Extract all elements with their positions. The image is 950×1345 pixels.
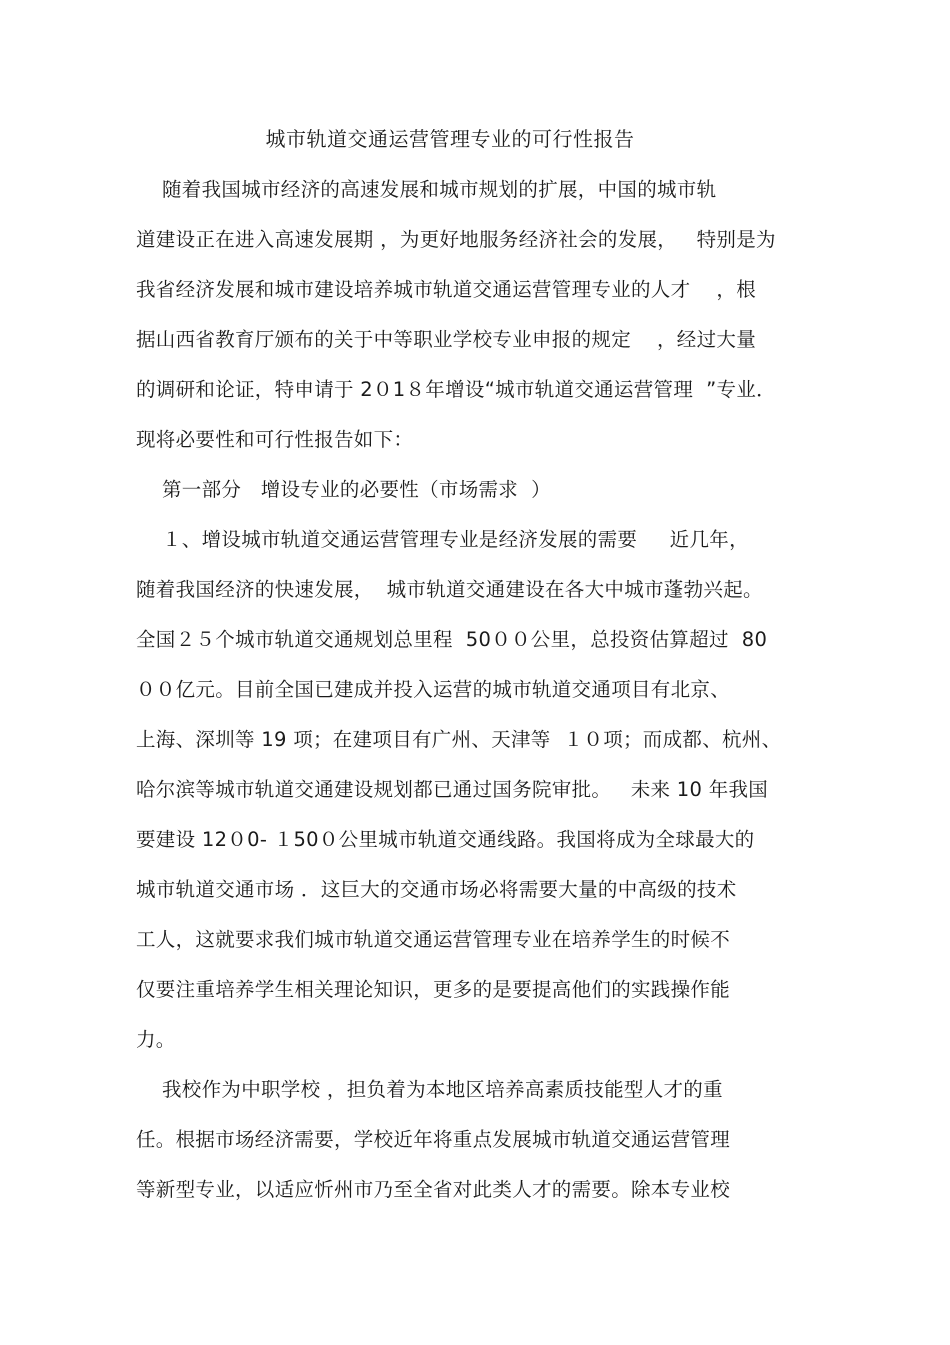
paragraph-line: 随着我国城市经济的高速发展和城市规划的扩展，中国的城市轨 [136, 178, 717, 201]
paragraph-line: 力。 [136, 1028, 176, 1051]
paragraph-line: 随着我国经济的快速发展， 城市轨道交通建设在各大中城市蓬勃兴起。 [136, 578, 763, 601]
paragraph-line: 哈尔滨等城市轨道交通建设规划都已通过国务院审批。 未来 10 年我国 [136, 778, 769, 801]
paragraph-line: 任。根据市场经济需要，学校近年将重点发展城市轨道交通运营管理 [136, 1128, 731, 1151]
paragraph-line: 城市轨道交通市场 ．这巨大的交通市场必将需要大量的中高级的技术 [136, 878, 737, 901]
paragraph-line: １、增设城市轨道交通运营管理专业是经济发展的需要 近几年， [136, 528, 749, 551]
paragraph-line: 工人，这就要求我们城市轨道交通运营管理专业在培养学生的时候不 [136, 928, 731, 951]
paragraph-line: 要建设 12０0- １50０公里城市轨道交通线路。我国将成为全球最大的 [136, 828, 755, 851]
paragraph-line: 我省经济发展和城市建设培养城市轨道交通运营管理专业的人才 ，根 [136, 278, 756, 301]
paragraph-line: 据山西省教育厅颁布的关于中等职业学校专业申报的规定 ，经过大量 [136, 328, 756, 351]
section-heading: 第一部分 增设专业的必要性（市场需求 ） [136, 478, 551, 501]
paragraph-line: 等新型专业，以适应忻州市乃至全省对此类人才的需要。除本专业校 [136, 1178, 731, 1201]
paragraph-line: 仅要注重培养学生相关理论知识，更多的是要提高他们的实践操作能 [136, 978, 731, 1001]
paragraph-line: ００亿元。目前全国已建成并投入运营的城市轨道交通项目有北京、 [136, 678, 731, 701]
document-title: 城市轨道交通运营管理专业的可行性报告 [265, 127, 635, 151]
paragraph-line: 上海、深圳等 19 项；在建项目有广州、天津等 １０项；而成都、杭州、 [136, 728, 782, 751]
paragraph-line: 道建设正在进入高速发展期 ，为更好地服务经济社会的发展， 特别是为 [136, 228, 776, 251]
paragraph-line: 我校作为中职学校 ，担负着为本地区培养高素质技能型人才的重 [136, 1078, 723, 1101]
paragraph-line: 现将必要性和可行性报告如下： [136, 428, 414, 451]
paragraph-line: 全国２５个城市轨道交通规划总里程 50００公里，总投资估算超过 80 [136, 628, 768, 651]
paragraph-line: 的调研和论证，特申请于 2０1８年增设“城市轨道交通运营管理 ”专业． [136, 378, 776, 401]
